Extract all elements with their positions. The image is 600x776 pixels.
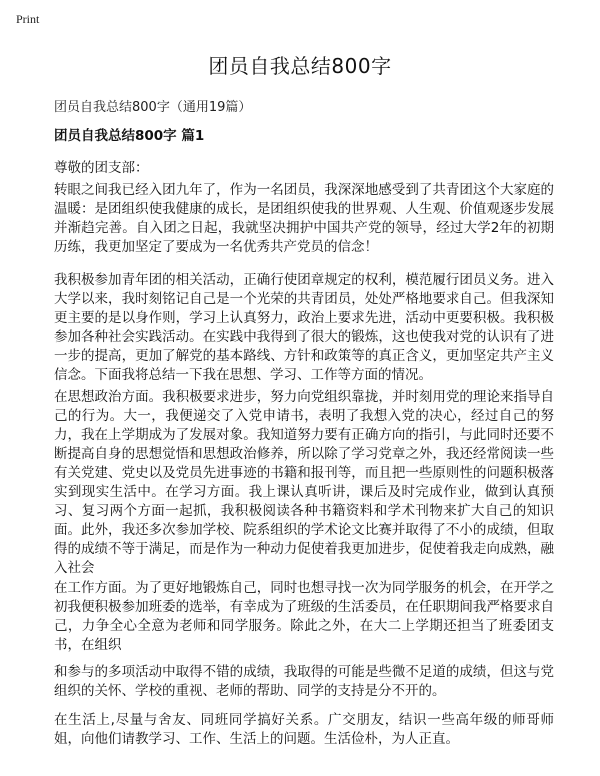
print-link[interactable]: Print xyxy=(16,12,40,26)
section-heading: 团员自我总结800字 篇1 xyxy=(54,128,205,144)
paragraph: 和参与的多项活动中取得不错的成绩，我取得的可能是些微不足道的成绩，但这与党组织的关怀、学校的重视、老师的帮助、同学的支持是分不开的。 xyxy=(54,664,554,699)
paragraph: 我积极参加青年团的相关活动，正确行使团章规定的权利，模范履行团员义务。进入大学以来，我时刻铭记自己是一个光荣的共青团员，处处严格地要求自己。但我深知更主要的是以身作则，学习上认真努力，政治上要求先进，活动中更要积极。我积极参加各种社会实践活动。在实践中我得到了很大的锻炼，这也使我对党的认识有了进一步的提高，更加了解党的基本路线、方针和政策等的真正含义，更加坚定共产主义信念。下面我将总结一下我在思想、学习、工作等方面的情况。 xyxy=(54,272,554,383)
document-title: 团员自我总结800字 xyxy=(208,54,392,78)
paragraph: 在生活上,尽量与舍友、同班同学搞好关系。广交朋友，结识一些高年级的师哥师姐，向他们请教学习、工作、生活上的问题。生活俭朴，为人正直。 xyxy=(54,712,554,747)
greeting: 尊敬的团支部： xyxy=(54,160,149,176)
paragraph: 在工作方面。为了更好地锻炼自己，同时也想寻找一次为同学服务的机会，在开学之初我便积极参加班委的选举，有幸成为了班级的生活委员，在任职期间我严格要求自己，力争全心全意为老师和同学服务。除此之外，在大二上学期还担当了班委团支书，在组织 xyxy=(54,580,554,653)
paragraph: 在思想政治方面。我积极要求进步，努力向党组织靠拢，并时刻用党的理论来指导自己的行为。大一，我便递交了入党申请书，表明了我想入党的决心，经过自己的努力，我在上学期成为了发展对象。我知道努力要有正确方向的指引，与此同时还要不断提高自身的思想觉悟和思想政治修养，所以除了学习党章之外，我还经常阅读一些有关党建、党史以及党员先进事迹的书籍和报刊等，而且把一些原则性的问题积极落实到现实生活中。在学习方面。我上课认真听讲，课后及时完成作业，做到认真预习、复习两个方面一起抓，我积极阅读各种书籍资料和学术刊物来扩大自己的知识面。此外，我还多次参加学校、院系组织的学术论文比赛并取得了不小的成绩，但取得的成绩不等于满足，而是作为一种动力促使着我更加进步，促使着我走向成熟，融入社会 xyxy=(54,389,554,576)
paragraph: 转眼之间我已经入团九年了，作为一名团员，我深深地感受到了共青团这个大家庭的温暖：是团组织使我健康的成长，是团组织使我的世界观、人生观、价值观逐步发展并渐趋完善。自入团之日起，我就坚决拥护中国共产党的领导，经过大学2年的初期历练，我更加坚定了要成为一名优秀共产党员的信念！ xyxy=(54,182,554,255)
document-subtitle: 团员自我总结800字（通用19篇） xyxy=(54,100,252,115)
